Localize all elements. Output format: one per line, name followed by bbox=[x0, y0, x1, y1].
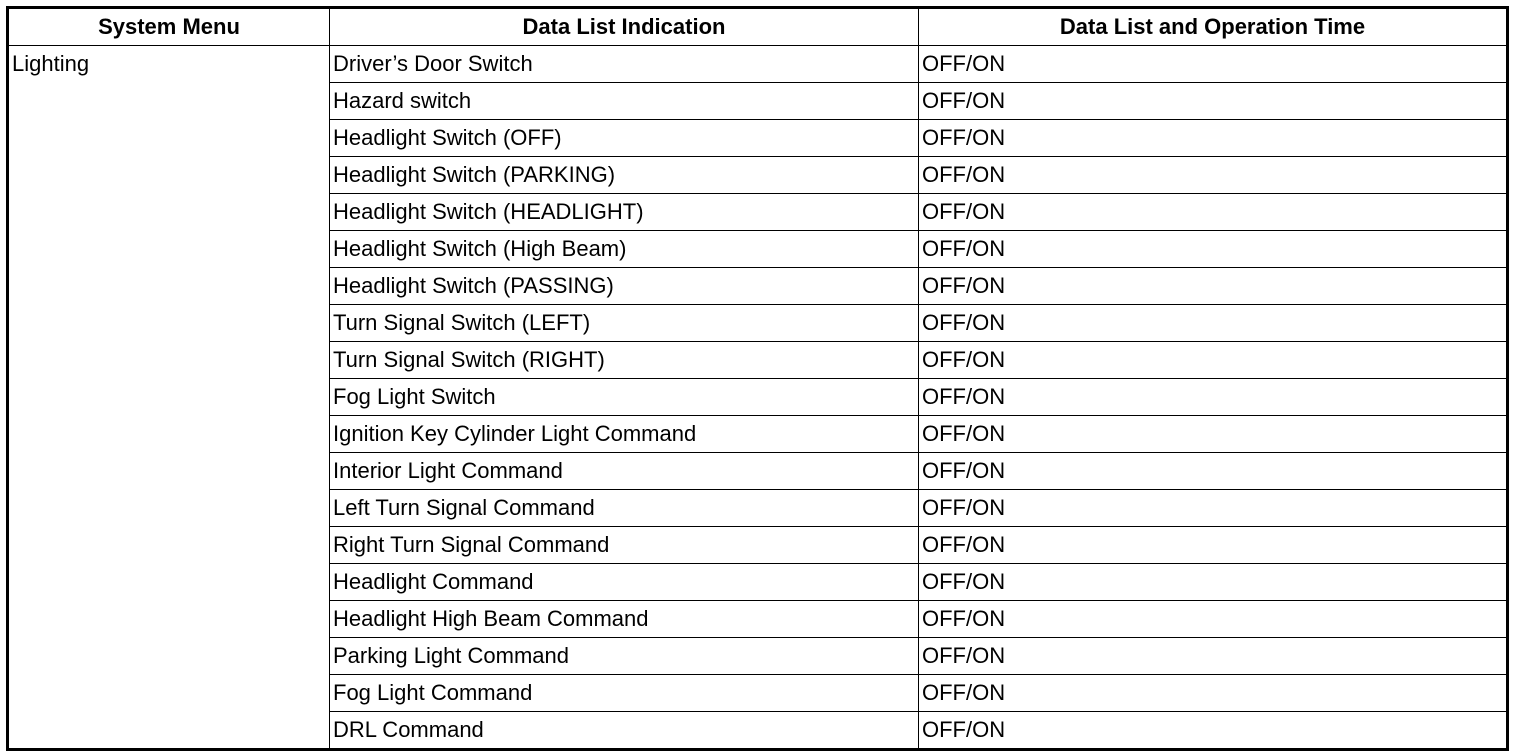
table-row bbox=[8, 46, 1508, 83]
operation-time-cell: OFF/ON bbox=[919, 601, 1508, 638]
indication-cell: Interior Light Command bbox=[330, 453, 919, 490]
operation-time-cell: OFF/ON bbox=[919, 83, 1508, 120]
operation-time-cell: OFF/ON bbox=[919, 120, 1508, 157]
indication-cell: Ignition Key Cylinder Light Command bbox=[330, 416, 919, 453]
indication-cell: Left Turn Signal Command bbox=[330, 490, 919, 527]
indication-cell: DRL Command bbox=[330, 712, 919, 750]
operation-time-cell: OFF/ON bbox=[919, 194, 1508, 231]
table-header-row bbox=[8, 8, 1508, 46]
header-data-list-indication: Data List Indication bbox=[330, 8, 919, 46]
operation-time-cell: OFF/ON bbox=[919, 231, 1508, 268]
operation-time-cell: OFF/ON bbox=[919, 675, 1508, 712]
indication-cell: Turn Signal Switch (RIGHT) bbox=[330, 342, 919, 379]
indication-cell: Right Turn Signal Command bbox=[330, 527, 919, 564]
indication-cell: Headlight Command bbox=[330, 564, 919, 601]
operation-time-cell: OFF/ON bbox=[919, 564, 1508, 601]
indication-cell: Turn Signal Switch (LEFT) bbox=[330, 305, 919, 342]
indication-cell: Headlight Switch (PASSING) bbox=[330, 268, 919, 305]
operation-time-cell: OFF/ON bbox=[919, 453, 1508, 490]
operation-time-cell: OFF/ON bbox=[919, 490, 1508, 527]
operation-time-cell: OFF/ON bbox=[919, 46, 1508, 83]
indication-cell: Headlight Switch (OFF) bbox=[330, 120, 919, 157]
indication-cell: Headlight Switch (HEADLIGHT) bbox=[330, 194, 919, 231]
operation-time-cell: OFF/ON bbox=[919, 342, 1508, 379]
operation-time-cell: OFF/ON bbox=[919, 527, 1508, 564]
operation-time-cell: OFF/ON bbox=[919, 416, 1508, 453]
indication-cell: Fog Light Switch bbox=[330, 379, 919, 416]
indication-cell: Headlight High Beam Command bbox=[330, 601, 919, 638]
system-menu-cell: Lighting bbox=[8, 46, 330, 750]
operation-time-cell: OFF/ON bbox=[919, 305, 1508, 342]
table-body bbox=[8, 46, 1508, 750]
header-data-list-operation-time: Data List and Operation Time bbox=[919, 8, 1508, 46]
operation-time-cell: OFF/ON bbox=[919, 157, 1508, 194]
header-system-menu: System Menu bbox=[8, 8, 330, 46]
indication-cell: Headlight Switch (High Beam) bbox=[330, 231, 919, 268]
indication-cell: Parking Light Command bbox=[330, 638, 919, 675]
indication-cell: Driver’s Door Switch bbox=[330, 46, 919, 83]
operation-time-cell: OFF/ON bbox=[919, 638, 1508, 675]
indication-cell: Fog Light Command bbox=[330, 675, 919, 712]
operation-time-cell: OFF/ON bbox=[919, 379, 1508, 416]
indication-cell: Headlight Switch (PARKING) bbox=[330, 157, 919, 194]
operation-time-cell: OFF/ON bbox=[919, 712, 1508, 750]
indication-cell: Hazard switch bbox=[330, 83, 919, 120]
data-list-table bbox=[6, 6, 1509, 751]
operation-time-cell: OFF/ON bbox=[919, 268, 1508, 305]
